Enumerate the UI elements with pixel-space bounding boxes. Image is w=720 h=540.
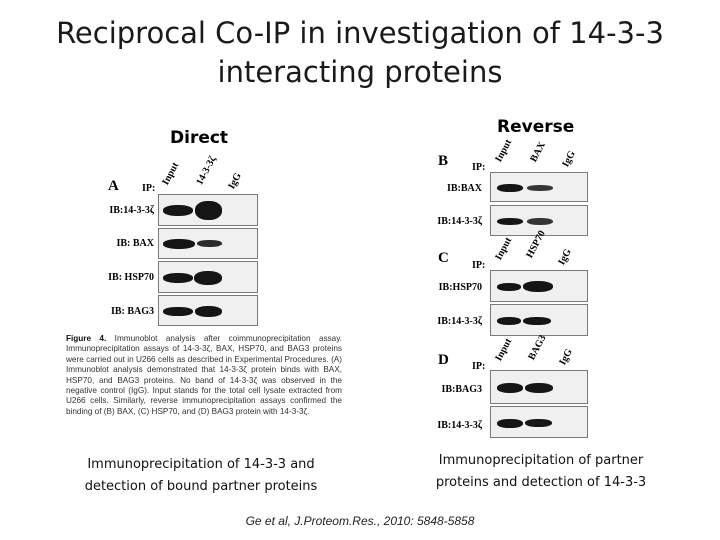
lane-label-input-d: Input (493, 336, 515, 363)
blot-label-a2: IB: BAX (116, 238, 154, 249)
direct-caption-line-2: detection of bound partner proteins (84, 479, 318, 494)
blot-c1 (490, 270, 588, 302)
blot-label-a1: IB:14-3-3ζ (109, 205, 154, 216)
blot-label-b2: IB:14-3-3ζ (437, 216, 482, 227)
ip-label-c: IP: (472, 260, 486, 271)
blot-b1 (490, 172, 588, 202)
blot-label-a3: IB: HSP70 (108, 272, 154, 283)
band (523, 281, 553, 292)
lane-label-input-c: Input (493, 235, 515, 262)
figure-caption-text: Immunoblot analysis after coimmunoprecipitation assay. Immunoprecipitation assays of 14-3-3ζ, BAX, HSP70, and BAG3 proteins were carried out in U266 cells as described in Experimental Procedures. (A) Immunoblot analysis demonstrated that 14-3-3ζ protein binds with BAX, HSP70, and BAG3 proteins. No band of 14-3-3ζ was observed in the negative control (IgG). Input stands for the total cell lysate extracted from U266 cells. Similarly, reverse immunoprecipitation assays confirmed the binding of (B) BAX, (C) HSP70, and (D) BAG3 protein with 14-3-3ζ. (66, 334, 342, 416)
title-line-2: interacting proteins (217, 55, 503, 89)
band (525, 383, 553, 393)
lane-label-bax-b: BAX (528, 140, 548, 164)
band (195, 201, 222, 220)
band (497, 184, 523, 192)
lane-label-igg-b: IgG (560, 149, 578, 169)
blot-a4 (158, 295, 258, 326)
band (163, 239, 195, 249)
blot-a1 (158, 194, 258, 226)
blot-c2 (490, 304, 588, 336)
lane-label-igg-c: IgG (556, 247, 574, 267)
band (163, 307, 193, 316)
reverse-caption-line-2: proteins and detection of 14-3-3 (435, 475, 647, 490)
band (527, 185, 553, 191)
band (194, 271, 222, 285)
blot-label-c2: IB:14-3-3ζ (437, 316, 482, 327)
band (195, 306, 222, 317)
lane-label-hsp70-c: HSP70 (524, 228, 548, 260)
figure-caption (66, 334, 342, 417)
band (525, 419, 552, 427)
ip-label-d: IP: (472, 361, 486, 372)
band (527, 218, 553, 225)
band (497, 283, 521, 291)
panel-letter-d: D (438, 352, 449, 368)
band (497, 383, 523, 393)
blot-d2 (490, 406, 588, 438)
lane-label-1433-a: 14-3-3ζ (194, 154, 219, 187)
ip-label-a: IP: (142, 183, 156, 194)
direct-caption (60, 454, 342, 498)
panel-letter-b: B (438, 153, 449, 169)
reverse-heading: Reverse (497, 117, 575, 137)
blot-label-a4: IB: BAG3 (110, 306, 154, 317)
lane-label-bag3-d: BAG3 (526, 333, 549, 362)
ip-label-b: IP: (472, 162, 486, 173)
blot-label-c1: IB:HSP70 (438, 282, 482, 293)
reverse-caption (400, 450, 682, 494)
blot-label-d2: IB:14-3-3ζ (437, 420, 482, 431)
blot-a3 (158, 261, 258, 293)
direct-caption-line-1: Immunoprecipitation of 14-3-3 and (87, 457, 315, 472)
band (163, 205, 193, 216)
band (497, 317, 521, 325)
band (523, 317, 551, 325)
lane-label-input-a: Input (160, 160, 182, 187)
lane-label-igg-d: IgG (557, 347, 575, 367)
lane-label-input-b: Input (493, 137, 515, 164)
blot-d1 (490, 370, 588, 404)
band (497, 419, 523, 428)
blot-label-d1: IB:BAG3 (441, 384, 482, 395)
slide-title (0, 14, 720, 92)
blot-label-b1: IB:BAX (446, 183, 482, 194)
panel-letter-c: C (438, 250, 449, 266)
reverse-caption-line-1: Immunoprecipitation of partner (438, 453, 644, 468)
blot-a2 (158, 228, 258, 259)
panel-letter-a: A (108, 178, 119, 194)
direct-heading: Direct (170, 128, 229, 148)
title-line-1: Reciprocal Co-IP in investigation of 14-3-3 (56, 16, 664, 50)
citation: Ge et al, J.Proteom.Res., 2010: 5848-5858 (245, 514, 475, 528)
band (197, 240, 222, 247)
figure-caption-title: Figure 4. (66, 334, 107, 343)
band (497, 218, 523, 225)
band (163, 273, 193, 283)
lane-label-igg-a: IgG (226, 171, 244, 191)
